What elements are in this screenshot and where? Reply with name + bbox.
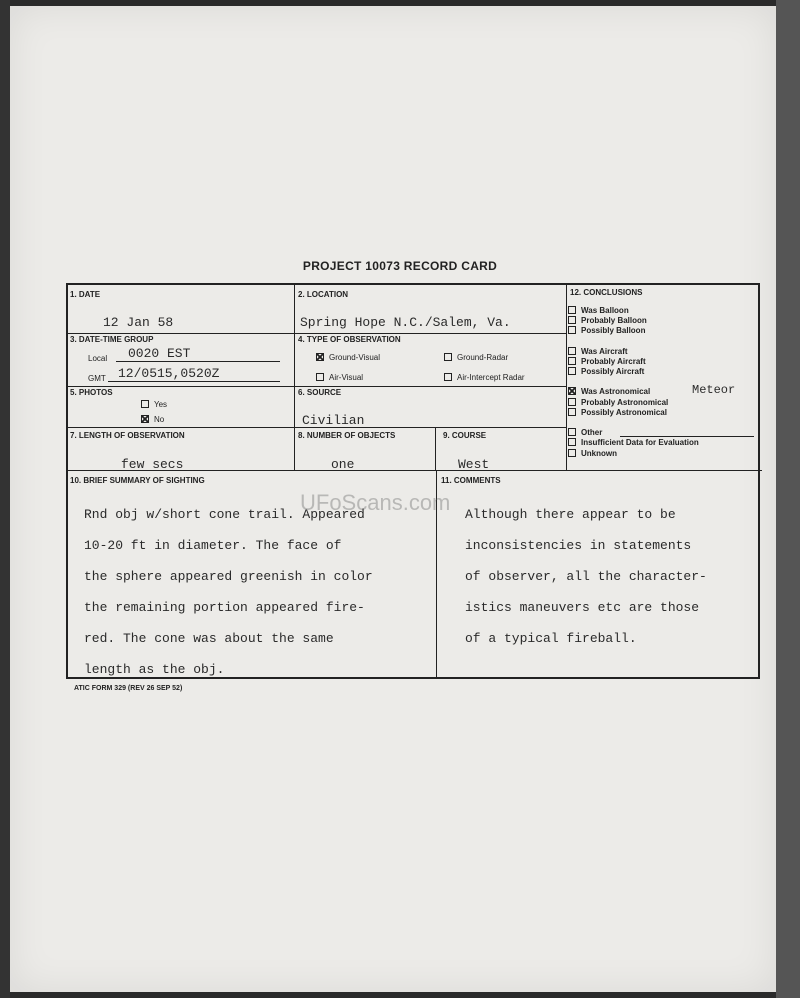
comments-line: istics maneuvers etc are those xyxy=(465,599,700,615)
probably-astronomical-option: Probably Astronomical xyxy=(568,398,668,408)
comments-text xyxy=(465,491,707,662)
possibly-aircraft-checkbox xyxy=(568,367,576,375)
comments-label: 11. COMMENTS xyxy=(441,476,501,485)
num-objects-value: one xyxy=(331,457,355,472)
unknown-option: Unknown xyxy=(568,449,617,459)
ground-radar-checkbox xyxy=(444,353,452,361)
astronomical-note: Meteor xyxy=(692,383,736,397)
location-label: 2. LOCATION xyxy=(298,290,349,299)
probably-aircraft-option: Probably Aircraft xyxy=(568,357,646,367)
summary-line: red. The cone was about the same xyxy=(84,630,334,646)
probably-balloon-checkbox xyxy=(568,316,576,324)
was-aircraft-checkbox xyxy=(568,347,576,355)
local-value: 0020 EST xyxy=(128,346,191,361)
date-value: 12 Jan 58 xyxy=(103,315,174,330)
course-label: 9. COURSE xyxy=(443,431,487,440)
summary-line: the sphere appeared greenish in color xyxy=(84,568,373,584)
was-astronomical-checkbox xyxy=(568,387,576,395)
watermark: UFoScans.com xyxy=(300,490,451,515)
course-value: West xyxy=(458,457,490,472)
conclusions-label: 12. CONCLUSIONS xyxy=(570,288,643,297)
air-visual-checkbox xyxy=(316,373,324,381)
summary-line: length as the obj. xyxy=(84,661,225,677)
source-label: 6. SOURCE xyxy=(298,388,342,397)
gmt-value: 12/0515,0520Z xyxy=(118,366,220,381)
summary-label: 10. BRIEF SUMMARY OF SIGHTING xyxy=(70,476,205,485)
air-visual-option: Air-Visual xyxy=(316,373,363,382)
summary-line: 10-20 ft in diameter. The face of xyxy=(84,537,342,553)
photos-no-option: No xyxy=(141,415,164,424)
possibly-astronomical-option: Possibly Astronomical xyxy=(568,408,667,418)
was-astronomical-option: Was Astronomical xyxy=(568,387,650,397)
ground-visual-option: Ground-Visual xyxy=(316,353,380,362)
ground-visual-checkbox xyxy=(316,353,324,361)
possibly-balloon-checkbox xyxy=(568,326,576,334)
unknown-checkbox xyxy=(568,449,576,457)
comments-line: Although there appear to be xyxy=(465,506,676,522)
local-label: Local xyxy=(88,354,108,363)
summary-line: Rnd obj w/short cone trail. Appeared xyxy=(84,506,365,522)
was-aircraft-option: Was Aircraft xyxy=(568,347,628,357)
possibly-astronomical-checkbox xyxy=(568,408,576,416)
dtg-label: 3. DATE-TIME GROUP xyxy=(70,335,154,344)
num-objects-label: 8. NUMBER OF OBJECTS xyxy=(298,431,396,440)
length-value: few secs xyxy=(121,457,184,472)
ground-radar-option: Ground-Radar xyxy=(444,353,508,362)
probably-balloon-option: Probably Balloon xyxy=(568,316,647,326)
scan-right-edge xyxy=(776,0,800,998)
probably-aircraft-checkbox xyxy=(568,357,576,365)
air-intercept-radar-checkbox xyxy=(444,373,452,381)
photos-yes-option: Yes xyxy=(141,400,167,409)
was-balloon-option: Was Balloon xyxy=(568,306,629,316)
comments-line: inconsistencies in statements xyxy=(465,537,692,553)
date-label: 1. DATE xyxy=(70,290,101,299)
location-value: Spring Hope N.C./Salem, Va. xyxy=(300,315,511,330)
length-label: 7. LENGTH OF OBSERVATION xyxy=(70,431,185,440)
gmt-label: GMT xyxy=(88,374,106,383)
comments-line: of observer, all the character- xyxy=(465,568,707,584)
probably-astronomical-checkbox xyxy=(568,398,576,406)
observation-type-label: 4. TYPE OF OBSERVATION xyxy=(298,335,401,344)
summary-text xyxy=(84,491,373,693)
form-number: ATIC FORM 329 (REV 26 SEP 52) xyxy=(74,685,183,692)
photos-no-checkbox xyxy=(141,415,149,423)
form-title: PROJECT 10073 RECORD CARD xyxy=(302,259,498,273)
insufficient-data-checkbox xyxy=(568,438,576,446)
summary-line: the remaining portion appeared fire- xyxy=(84,599,365,615)
comments-line: of a typical fireball. xyxy=(465,630,637,646)
air-intercept-radar-option: Air-Intercept Radar xyxy=(444,373,525,382)
scan-left-edge xyxy=(0,0,10,998)
other-option: Other xyxy=(568,428,602,438)
possibly-aircraft-option: Possibly Aircraft xyxy=(568,367,644,377)
other-checkbox xyxy=(568,428,576,436)
source-value: Civilian xyxy=(302,413,365,428)
insufficient-data-option: Insufficient Data for Evaluation xyxy=(568,438,699,448)
photos-label: 5. PHOTOS xyxy=(70,388,113,397)
was-balloon-checkbox xyxy=(568,306,576,314)
photos-yes-checkbox xyxy=(141,400,149,408)
possibly-balloon-option: Possibly Balloon xyxy=(568,326,645,336)
